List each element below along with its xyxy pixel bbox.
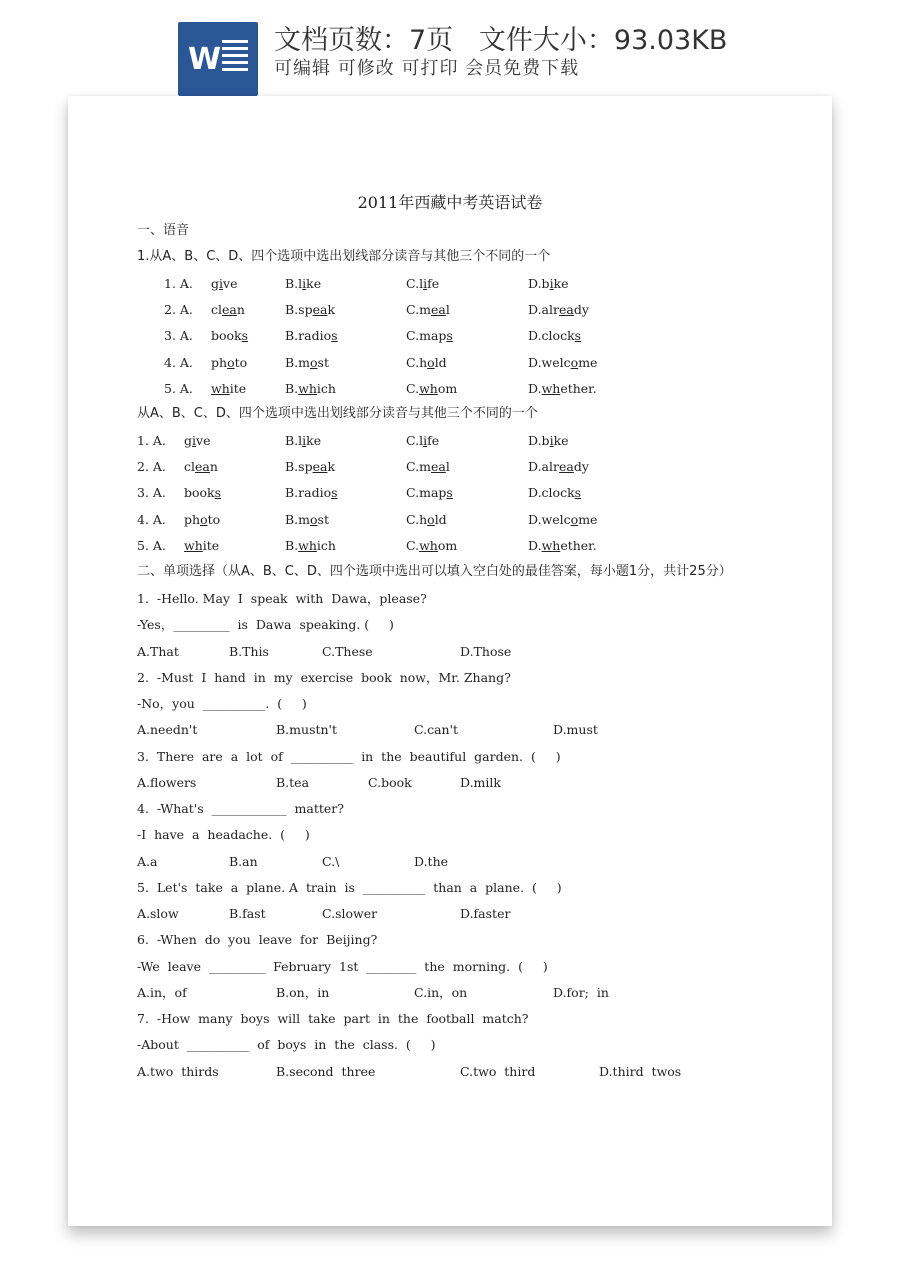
option-b: B.radios	[285, 328, 338, 344]
option-a: give	[211, 276, 238, 291]
option-d: D.bike	[528, 433, 569, 448]
option-a: A.That	[137, 643, 179, 659]
word-document-icon	[178, 22, 258, 96]
phonics-instruction: 1.从A、B、C、D、四个选项中选出划线部分读音与其他三个不同的一个	[137, 249, 551, 264]
option-b: B.which	[285, 380, 336, 396]
option-a: clean	[184, 459, 218, 475]
option-b: B.on，in	[276, 984, 330, 1000]
option-a: books	[211, 328, 249, 344]
option-c: C.life	[406, 433, 440, 448]
phonics-instruction-repeat: 从A、B、C、D、四个选项中选出划线部分读音与其他三个不同的一个	[137, 406, 538, 421]
option-a: clean	[211, 302, 245, 318]
question-number: 5. A.	[164, 380, 193, 396]
question-stem: 2. -Must I hand in my exercise book now，Mr. Zhang?	[137, 669, 511, 685]
file-info-title: 文档页数：7页 文件大小：93.03KB	[274, 25, 728, 56]
option-d: D.clocks	[528, 328, 582, 344]
question-stem: 4. -What's ____________ matter?	[137, 801, 344, 816]
option-d: D.for; in	[553, 984, 609, 1000]
option-a: books	[184, 485, 222, 501]
option-b: B.This	[229, 643, 269, 659]
option-d: D.welcome	[528, 511, 598, 527]
option-d: D.already	[528, 459, 589, 475]
question-stem: 3. There are a lot of __________ in the beautiful garden. ( )	[137, 748, 561, 764]
question-stem: 5. Let's take a plane. A train is __________ than a plane. ( )	[137, 879, 562, 895]
option-c: C.in，on	[414, 984, 468, 1000]
option-c: C.slower	[322, 906, 378, 921]
option-c: C.hold	[406, 354, 447, 370]
option-d: D.the	[414, 853, 449, 869]
option-d: D.milk	[460, 774, 501, 790]
option-c: C.These	[322, 643, 373, 659]
option-c: C.two third	[460, 1063, 536, 1079]
option-c: C.life	[406, 276, 440, 291]
option-b: B.fast	[229, 906, 266, 921]
question-stem: -Yes，_________ is Dawa speaking. ( )	[137, 617, 394, 633]
question-stem: 1. -Hello. May I speak with Dawa，please?	[137, 591, 427, 606]
question-number: 1. A.	[164, 276, 193, 291]
option-c: C.book	[368, 774, 412, 790]
download-banner	[0, 0, 900, 100]
option-b: B.most	[285, 511, 329, 527]
option-b: B.like	[285, 276, 322, 291]
option-a: A.needn't	[137, 722, 198, 738]
option-c: C.meal	[406, 459, 450, 475]
question-number: 2. A.	[164, 302, 193, 318]
option-c: C.whom	[406, 537, 458, 553]
option-c: C.meal	[406, 302, 450, 318]
question-number: 2. A.	[137, 459, 166, 475]
document-title: 2011年西藏中考英语试卷	[357, 193, 543, 212]
option-c: C.can't	[414, 722, 459, 738]
option-a: give	[184, 433, 211, 448]
option-d: D.welcome	[528, 354, 598, 370]
option-b: B.second three	[276, 1063, 376, 1079]
option-a: A.two thirds	[137, 1063, 219, 1079]
option-d: D.already	[528, 302, 589, 318]
option-b: B.tea	[276, 774, 310, 790]
option-d: D.bike	[528, 276, 569, 291]
option-a: white	[184, 537, 220, 553]
option-d: D.whether.	[528, 380, 597, 396]
section-heading-single-choice: 二、单项选择（从A、B、C、D、四个选项中选出可以填入空白处的最佳答案，每小题1分，共计25分）	[137, 564, 732, 579]
option-b: B.speak	[285, 459, 336, 475]
question-stem: -About __________ of boys in the class. ( )	[137, 1037, 436, 1053]
option-a: A.a	[137, 853, 158, 869]
question-stem: -No，you __________. ( )	[137, 696, 307, 711]
section-heading-phonetics: 一、语音	[137, 223, 190, 238]
option-a: A.flowers	[137, 774, 197, 790]
question-number: 5. A.	[137, 537, 166, 553]
question-number: 4. A.	[137, 511, 166, 527]
question-number: 1. A.	[137, 433, 166, 448]
option-b: B.mustn't	[276, 722, 338, 738]
option-c: C.whom	[406, 380, 458, 396]
option-c: C.hold	[406, 511, 447, 527]
question-stem: -I have a headache. ( )	[137, 827, 310, 843]
option-a: photo	[184, 511, 221, 527]
option-c: C.maps	[406, 328, 453, 344]
option-b: B.most	[285, 354, 329, 370]
document-page	[68, 96, 832, 1226]
option-d: D.Those	[460, 643, 512, 659]
option-b: B.which	[285, 537, 336, 553]
file-info-subtitle: 可编辑 可修改 可打印 会员免费下载	[274, 58, 580, 79]
word-icon-lines	[222, 40, 248, 75]
question-number: 4. A.	[164, 354, 193, 370]
option-c: C.maps	[406, 485, 453, 501]
option-b: B.like	[285, 433, 322, 448]
option-a: A.in，of	[137, 984, 187, 1000]
option-a: white	[211, 380, 247, 396]
option-d: D.faster	[460, 906, 511, 921]
option-d: D.whether.	[528, 537, 597, 553]
option-d: D.must	[553, 722, 598, 738]
question-number: 3. A.	[137, 485, 166, 501]
question-stem: 7. -How many boys will take part in the football match?	[137, 1011, 529, 1026]
option-b: B.speak	[285, 302, 336, 318]
question-number: 3. A.	[164, 328, 193, 344]
option-b: B.radios	[285, 485, 338, 501]
option-b: B.an	[229, 853, 258, 869]
question-stem: -We leave _________ February 1st ________ the morning. ( )	[137, 958, 548, 974]
option-d: D.third twos	[599, 1063, 682, 1079]
option-c: C.\	[322, 853, 340, 869]
option-a: A.slow	[137, 906, 179, 921]
option-d: D.clocks	[528, 485, 582, 501]
word-icon-letter: W	[188, 42, 222, 77]
option-a: photo	[211, 354, 248, 370]
question-stem: 6. -When do you leave for Beijing?	[137, 932, 378, 948]
